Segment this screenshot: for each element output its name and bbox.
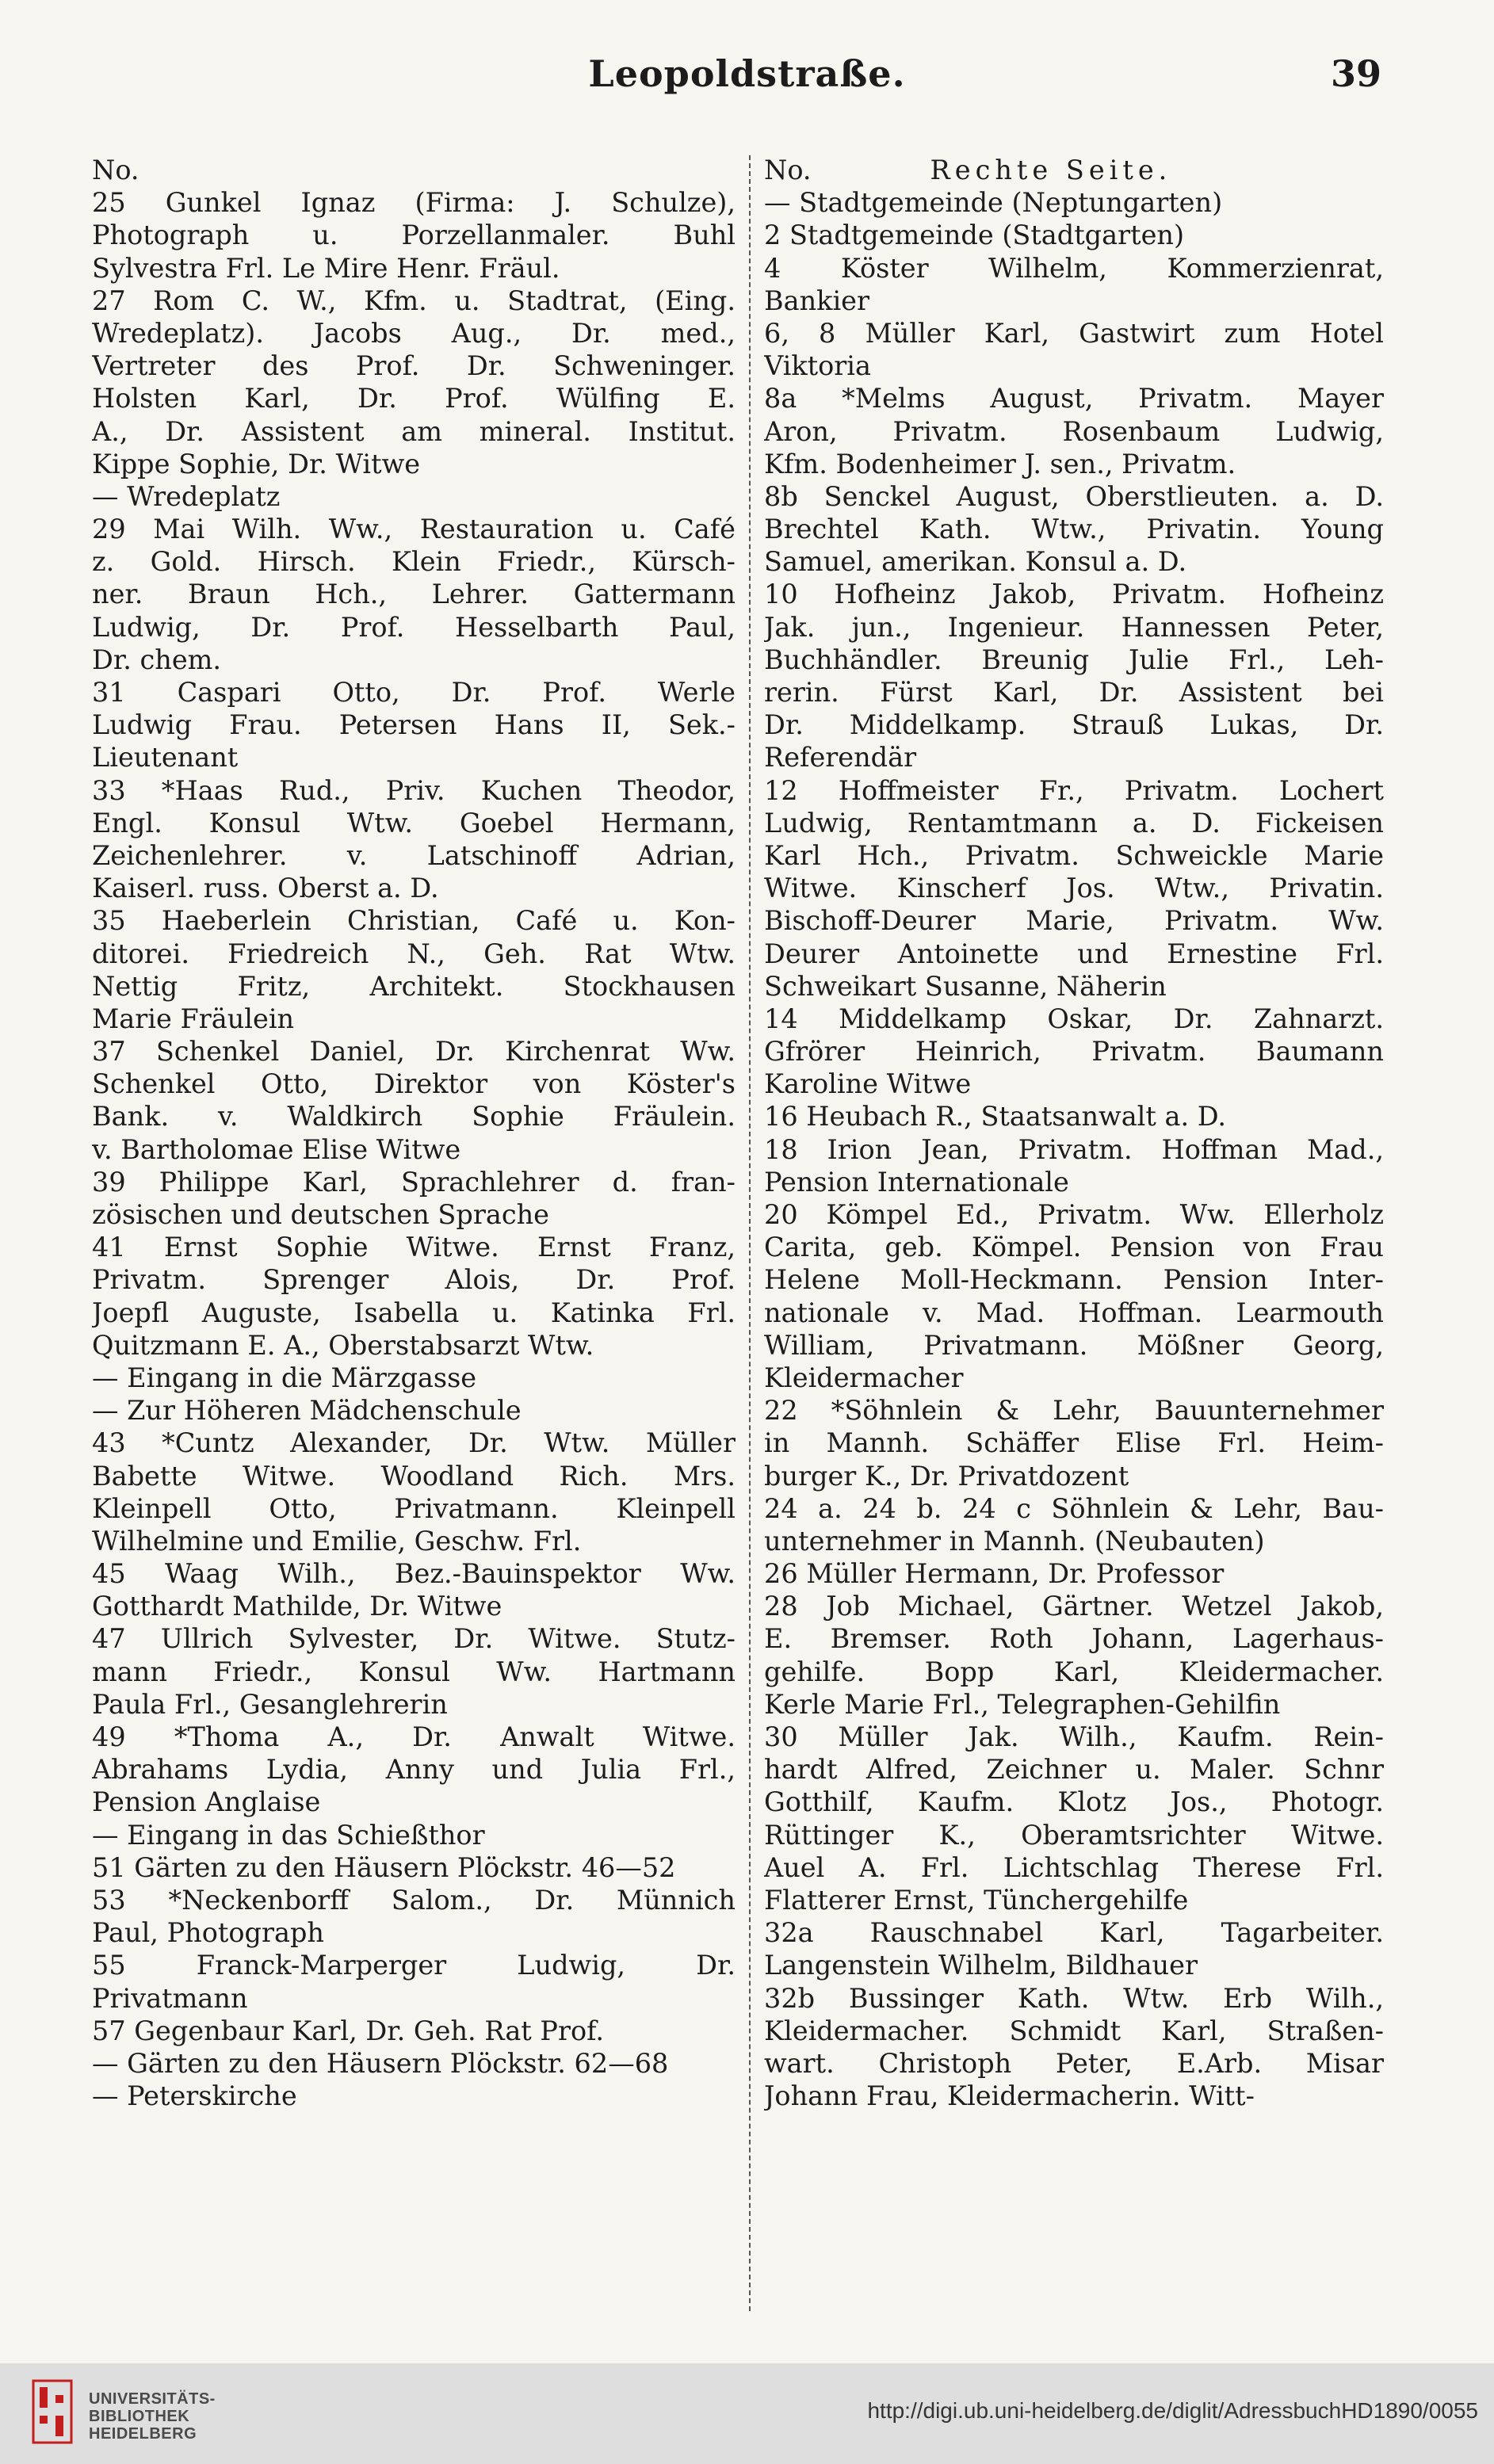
right-column-line: nationale v. Mad. Hoffman. Learmouth [764,1297,1384,1328]
left-column-line: Sylvestra Frl. Le Mire Henr. Fräul. [92,252,560,284]
left-column-line: 31 Caspari Otto, Dr. Prof. Werle [92,677,736,708]
left-column-line: Joepfl Auguste, Isabella u. Katinka Frl. [92,1297,736,1328]
right-column-line: 26 Müller Hermann, Dr. Professor [764,1558,1225,1590]
right-column-line: 30 Müller Jak. Wilh., Kaufm. Rein- [764,1721,1384,1752]
right-column-line: Gfrörer Heinrich, Privatm. Baumann [764,1036,1384,1068]
library-name [89,2390,216,2443]
left-column-line: Wilhelmine und Emilie, Geschw. Frl. [92,1525,582,1557]
right-column [764,154,1384,2112]
left-column-line: v. Bartholomae Elise Witwe [92,1133,461,1165]
right-column-line: 10 Hofheinz Jakob, Privatm. Hofheinz [764,579,1384,610]
right-column-line: 16 Heubach R., Staatsanwalt a. D. [764,1101,1227,1133]
left-column-line: Marie Fräulein [92,1003,295,1034]
viewer-footer [0,2363,1494,2464]
left-column-line: Kaiserl. russ. Oberst a. D. [92,873,439,904]
right-column-line: Karoline Witwe [764,1068,972,1100]
right-column-line: Gotthilf, Kaufm. Klotz Jos., Photogr. [764,1786,1384,1818]
left-column-line: Lieutenant [92,742,239,774]
right-column-line: 4 Köster Wilhelm, Kommerzienrat, [764,252,1384,284]
column-divider [749,155,751,2311]
left-column-line: Pension Anglaise [92,1786,321,1818]
left-column-line: 33 *Haas Rud., Priv. Kuchen Theodor, [92,774,736,806]
left-column-line: Privatm. Sprenger Alois, Dr. Prof. [92,1264,736,1296]
left-column-line: mann Friedr., Konsul Ww. Hartmann [92,1656,736,1687]
left-column-line: Paul, Photograph [92,1917,324,1949]
right-column-line: Ludwig, Rentamtmann a. D. Fickeisen [764,807,1384,839]
permalink-url[interactable]: http://digi.ub.uni-heidelberg.de/diglit/AdressbuchHD1890/0055 [867,2398,1478,2423]
left-column-line: Schenkel Otto, Direktor von Köster's [92,1068,736,1100]
left-column-line: — Eingang in die Märzgasse [92,1362,477,1393]
right-column-line: Buchhändler. Breunig Julie Frl., Leh- [764,644,1384,675]
left-column-line: 25 Gunkel Ignaz (Firma: J. Schulze), [92,187,736,219]
left-column-line: ditorei. Friedreich N., Geh. Rat Wtw. [92,938,736,969]
left-column-line: Kleinpell Otto, Privatmann. Kleinpell [92,1492,736,1524]
right-column-line: 12 Hoffmeister Fr., Privatm. Lochert [764,774,1384,806]
right-column-line: 24 a. 24 b. 24 c Söhnlein & Lehr, Bau- [764,1492,1384,1524]
right-column-line: burger K., Dr. Privatdozent [764,1460,1129,1492]
right-column-line: Kerle Marie Frl., Telegraphen-Gehilfin [764,1688,1281,1720]
left-column [92,154,736,2112]
page-title: Leopoldstraße. [588,52,906,95]
right-column-line: in Mannh. Schäffer Elise Frl. Heim- [764,1427,1384,1459]
library-name-line: HEIDELBERG [89,2425,197,2443]
left-column-line: — Peterskirche [92,2080,297,2112]
right-column-line: Auel A. Frl. Lichtschlag Therese Frl. [764,1851,1384,1883]
left-column-line: — Zur Höheren Mädchenschule [92,1395,522,1427]
right-column-line: 20 Kömpel Ed., Privatm. Ww. Ellerholz [764,1199,1384,1230]
left-column-line: Privatmann [92,1982,248,2014]
right-column-line: 2 Stadtgemeinde (Stadtgarten) [764,220,1185,251]
left-column-line: zösischen und deutschen Sprache [92,1199,549,1230]
right-side-heading: Rechte Seite. [930,155,1172,185]
right-column-line: E. Bremser. Roth Johann, Lagerhaus- [764,1623,1384,1655]
right-column-line: 14 Middelkamp Oskar, Dr. Zahnarzt. [764,1003,1384,1034]
left-column-line: Ludwig Frau. Petersen Hans II, Sek.- [92,709,736,741]
right-column-line: Karl Hch., Privatm. Schweickle Marie [764,839,1384,871]
right-column-line: Kleidermacher [764,1362,964,1393]
right-column-line: Dr. Middelkamp. Strauß Lukas, Dr. [764,709,1384,741]
left-column-line: Photograph u. Porzellanmaler. Buhl [92,220,736,251]
left-column-line: Nettig Fritz, Architekt. Stockhausen [92,970,736,1002]
right-column-line: wart. Christoph Peter, E.Arb. Misar [764,2047,1384,2079]
left-column-line: Paula Frl., Gesanglehrerin [92,1688,448,1720]
left-column-line: A., Dr. Assistent am mineral. Institut. [92,415,736,447]
left-column-line: Dr. chem. [92,644,222,675]
left-column-line: 51 Gärten zu den Häusern Plöckstr. 46—52 [92,1851,676,1883]
left-column-line: 27 Rom C. W., Kfm. u. Stadtrat, (Eing. [92,285,736,316]
right-column-line: Samuel, amerikan. Konsul a. D. [764,546,1187,578]
right-column-line: Flatterer Ernst, Tünchergehilfe [764,1884,1189,1916]
right-column-line: Referendär [764,742,917,774]
left-column-line: Quitzmann E. A., Oberstabsarzt Wtw. [92,1329,594,1361]
left-column-line: Vertreter des Prof. Dr. Schweninger. [92,350,736,382]
left-column-line: 49 *Thoma A., Dr. Anwalt Witwe. [92,1721,736,1752]
left-column-line: Babette Witwe. Woodland Rich. Mrs. [92,1460,736,1492]
left-column-line: 55 Franck-Marperger Ludwig, Dr. [92,1950,736,1981]
left-column-line: — Wredeplatz [92,480,281,512]
left-column-line: ner. Braun Hch., Lehrer. Gattermann [92,579,736,610]
right-column-line: hardt Alfred, Zeichner u. Maler. Schnr [764,1754,1384,1786]
right-column-line: Viktoria [764,350,871,382]
right-column-line: Brechtel Kath. Wtw., Privatin. Young [764,514,1384,545]
right-column-line: 28 Job Michael, Gärtner. Wetzel Jakob, [764,1591,1384,1622]
right-column-line: Witwe. Kinscherf Jos. Wtw., Privatin. [764,873,1384,904]
left-column-line: 41 Ernst Sophie Witwe. Ernst Franz, [92,1232,736,1263]
left-column-line: 45 Waag Wilh., Bez.-Bauinspektor Ww. [92,1558,736,1590]
left-column-line: Zeichenlehrer. v. Latschinoff Adrian, [92,839,736,871]
right-column-line: Bankier [764,285,870,316]
right-column-line: Schweikart Susanne, Näherin [764,970,1167,1002]
right-column-line: — Stadtgemeinde (Neptungarten) [764,187,1223,219]
left-column-line: z. Gold. Hirsch. Klein Friedr., Kürsch- [92,546,736,578]
right-column-line: 6, 8 Müller Karl, Gastwirt zum Hotel [764,317,1384,349]
left-column-line: 37 Schenkel Daniel, Dr. Kirchenrat Ww. [92,1036,736,1068]
left-column-line: Engl. Konsul Wtw. Goebel Hermann, [92,807,736,839]
left-column-line: 39 Philippe Karl, Sprachlehrer d. fran- [92,1166,736,1198]
left-column-line: Gotthardt Mathilde, Dr. Witwe [92,1591,502,1622]
left-column-line: Abrahams Lydia, Anny und Julia Frl., [92,1754,736,1786]
right-column-line: Carita, geb. Kömpel. Pension von Frau [764,1232,1384,1263]
right-column-line: William, Privatmann. Mößner Georg, [764,1329,1384,1361]
library-name-line: UNIVERSITÄTS- [89,2390,216,2408]
left-column-line: Holsten Karl, Dr. Prof. Wülfing E. [92,383,736,414]
right-column-line: No. Rechte Seite. [764,155,1172,185]
left-column-line: 57 Gegenbaur Karl, Dr. Geh. Rat Prof. [92,2015,604,2046]
left-column-line: — Eingang in das Schießthor [92,1819,485,1851]
left-column-line: Kippe Sophie, Dr. Witwe [92,448,421,479]
left-column-line: — Gärten zu den Häusern Plöckstr. 62—68 [92,2047,669,2079]
right-column-line: Deurer Antoinette und Ernestine Frl. [764,938,1384,969]
right-column-line: 22 *Söhnlein & Lehr, Bauunternehmer [764,1395,1384,1427]
page-number: 39 [1330,52,1381,95]
right-column-line: Pension Internationale [764,1166,1069,1198]
right-column-line: Helene Moll-Heckmann. Pension Inter- [764,1264,1384,1296]
right-column-line: Kfm. Bodenheimer J. sen., Privatm. [764,448,1236,479]
left-column-line: Bank. v. Waldkirch Sophie Fräulein. [92,1101,736,1133]
right-column-line: Langenstein Wilhelm, Bildhauer [764,1950,1198,1981]
left-column-line: 47 Ullrich Sylvester, Dr. Witwe. Stutz- [92,1623,736,1655]
right-column-line: Bischoff-Deurer Marie, Privatm. Ww. [764,905,1384,937]
right-column-line: 8b Senckel August, Oberstlieuten. a. D. [764,480,1384,512]
right-column-line: Jak. jun., Ingenieur. Hannessen Peter, [764,611,1384,643]
left-column-line: 43 *Cuntz Alexander, Dr. Wtw. Müller [92,1427,736,1459]
left-column-line: 29 Mai Wilh. Ww., Restauration u. Café [92,514,736,545]
right-column-line: Aron, Privatm. Rosenbaum Ludwig, [764,415,1384,447]
left-column-line: Ludwig, Dr. Prof. Hesselbarth Paul, [92,611,736,643]
left-column-line: No. [92,155,139,185]
right-column-line: 18 Irion Jean, Privatm. Hoffman Mad., [764,1133,1384,1165]
right-column-line: Johann Frau, Kleidermacherin. Witt- [764,2080,1255,2112]
right-column-line: Kleidermacher. Schmidt Karl, Straßen- [764,2015,1384,2046]
left-column-line: 35 Haeberlein Christian, Café u. Kon- [92,905,736,937]
right-column-line: Rüttinger K., Oberamtsrichter Witwe. [764,1819,1384,1851]
left-column-line: Wredeplatz). Jacobs Aug., Dr. med., [92,317,736,349]
right-column-line: rerin. Fürst Karl, Dr. Assistent bei [764,677,1384,708]
right-column-line: 32b Bussinger Kath. Wtw. Erb Wilh., [764,1982,1384,2014]
library-name-line: BIBLIOTHEK [89,2408,190,2425]
right-column-line: 8a *Melms August, Privatm. Mayer [764,383,1384,414]
right-column-line: 32a Rauschnabel Karl, Tagarbeiter. [764,1917,1384,1949]
right-column-line: gehilfe. Bopp Karl, Kleidermacher. [764,1656,1384,1687]
left-column-line: 53 *Neckenborff Salom., Dr. Münnich [92,1884,736,1916]
library-logo-icon [32,2379,73,2444]
right-column-line: unternehmer in Mannh. (Neubauten) [764,1525,1265,1557]
